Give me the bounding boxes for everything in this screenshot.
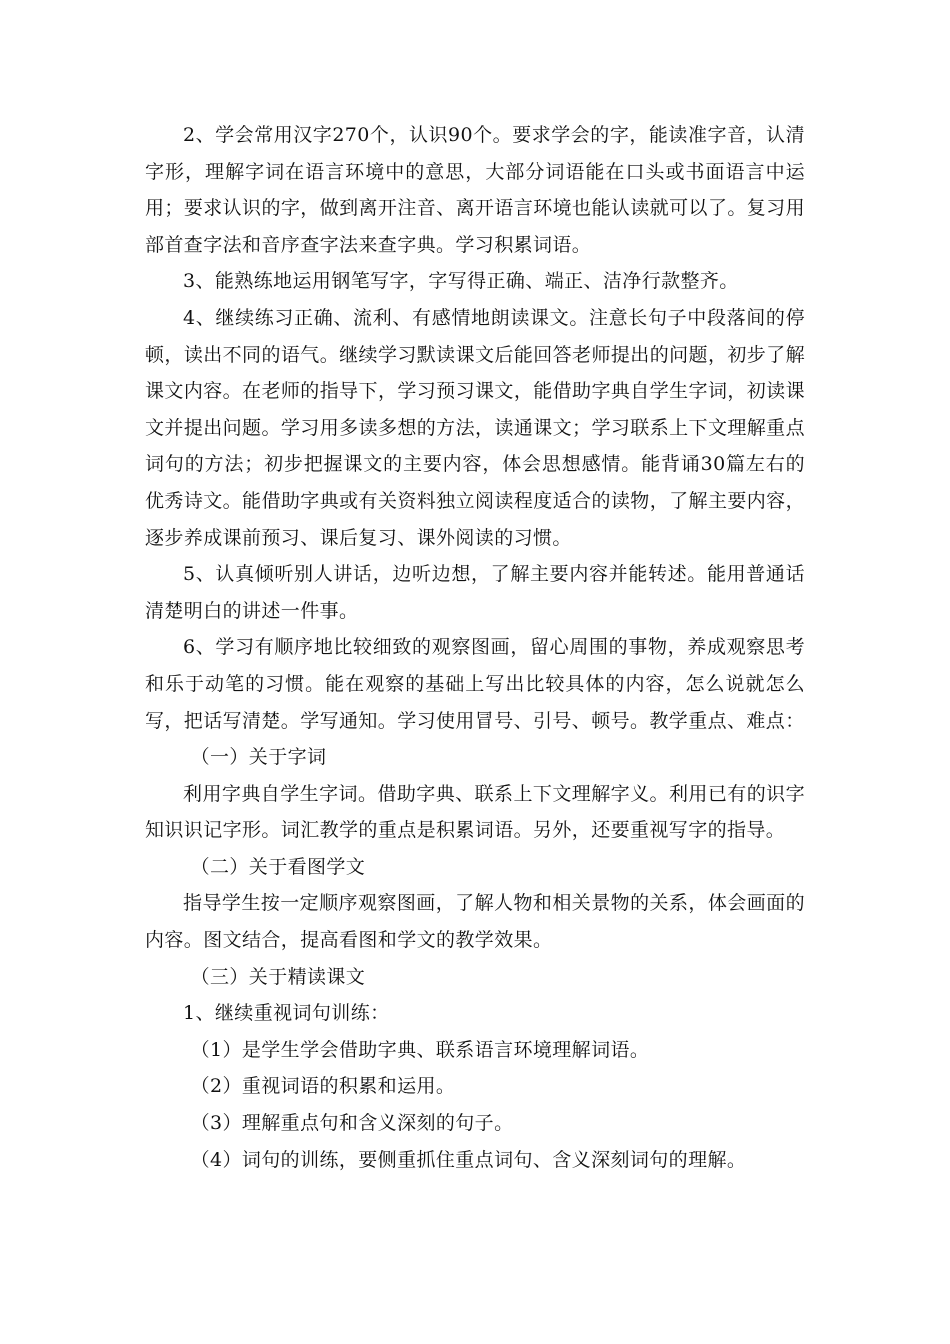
section-heading-words: （一）关于字词 <box>190 746 327 769</box>
paragraph-item-3: 3、能熟练地运用钢笔写字，字写得正确、端正、洁净行款整齐。 <box>183 270 739 293</box>
list-heading-sentence-training: 1、继续重视词句训练： <box>183 1002 390 1025</box>
list-item-3: （3）理解重点句和含义深刻的句子。 <box>190 1112 514 1135</box>
section-heading-intensive-reading: （三）关于精读课文 <box>190 965 366 988</box>
paragraph-item-2: 2、学会常用汉字270个，认识90个。要求学会的字，能读准字音，认清字形，理解字词在语言环境中的意思，大部分词语能在口头或书面语言中运用；要求认识的字，做到离开注音、离开语言环境也能认读就可以了。复习用部首查字法和音序查字法来查字典。学习积累词语。 <box>145 124 805 256</box>
paragraph-item-6: 6、学习有顺序地比较细致的观察图画，留心周围的事物，养成观察思考和乐于动笔的习惯。能在观察的基础上写出比较具体的内容，怎么说就怎么写，把话写清楚。学写通知。学习使用冒号、引号、顿号。教学重点、难点： <box>145 636 805 732</box>
list-item-2: （2）重视词语的积累和运用。 <box>190 1075 456 1098</box>
paragraph-item-4: 4、继续练习正确、流利、有感情地朗读课文。注意长句子中段落间的停顿，读出不同的语气。继续学习默读课文后能回答老师提出的问题，初步了解课文内容。在老师的指导下，学习预习课文，能借助字典自学生字词，初读课文并提出问题。学习用多读多想的方法，读通课文；学习联系上下文理解重点词句的方法；初步把握课文的主要内容，体会思想感情。能背诵30篇左右的优秀诗文。能借助字典或有关资料独立阅读程度适合的读物，了解主要内容，逐步养成课前预习、课后复习、课外阅读的习惯。 <box>145 306 805 549</box>
list-item-4: （4）词句的训练，要侧重抓住重点词句、含义深刻词句的理解。 <box>190 1148 747 1171</box>
paragraph-item-5: 5、认真倾听别人讲话，边听边想，了解主要内容并能转述。能用普通话清楚明白的讲述一件事。 <box>145 563 805 622</box>
paragraph-words: 利用字典自学生字词。借助字典、联系上下文理解字义。利用已有的识字知识识记字形。词汇教学的重点是积累词语。另外，还要重视写字的指导。 <box>145 782 805 842</box>
section-heading-picture-reading: （二）关于看图学文 <box>190 855 366 878</box>
list-item-1: （1）是学生学会借助字典、联系语言环境理解词语。 <box>190 1038 650 1061</box>
document-page <box>145 117 805 1178</box>
paragraph-picture-reading: 指导学生按一定顺序观察图画，了解人物和相关景物的关系，体会画面的内容。图文结合，提高看图和学文的教学效果。 <box>145 892 805 952</box>
